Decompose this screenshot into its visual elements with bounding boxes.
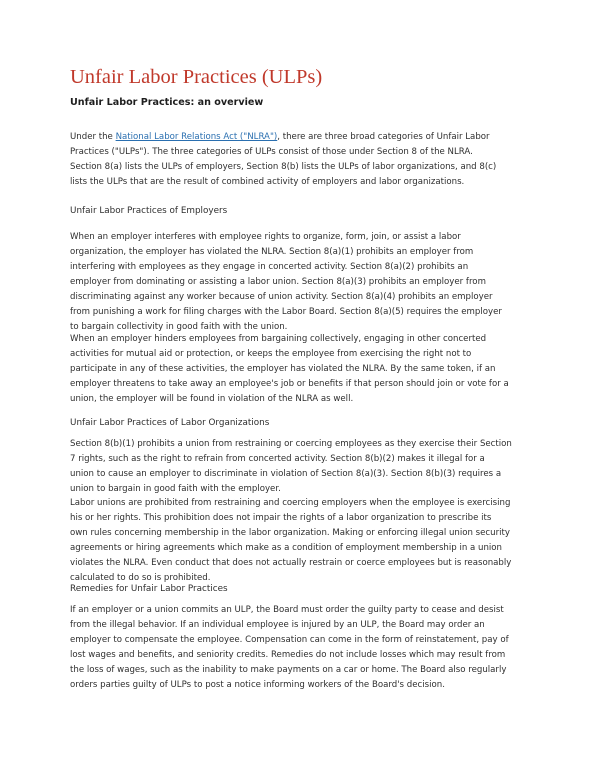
paragraph-line: activities for mutual aid or protection, or keeps the employee from exercising the right not to (70, 349, 472, 359)
nlra-link[interactable]: National Labor Relations Act ("NLRA") (115, 132, 278, 142)
section-heading-remedies: Remedies for Unfair Labor Practices (70, 584, 228, 594)
paragraph-line: the loss of wages, such as the inability to make payments on a car or home. The Board also regularly (70, 665, 507, 675)
paragraph-line: employer from dominating or assisting a labor union. Section 8(a)(3) prohibits an employer from (70, 277, 486, 287)
paragraph-line: participate in any of these activities, the employer has violated the NLRA. By the same token, if an (70, 364, 496, 374)
labor-orgs-paragraph-1 (70, 437, 540, 497)
paragraph-line: agreements or hiring agreements which make as a condition of employment membership in a union (70, 543, 503, 553)
paragraph-line: calculated to do so is prohibited. (70, 573, 211, 583)
paragraph-line: Labor unions are prohibited from restraining and coercing employers when the employee is exercising (70, 498, 511, 508)
intro-text: Under the (70, 132, 116, 142)
paragraph-line: When an employer interferes with employee rights to organize, form, join, or assist a labor (70, 232, 461, 242)
paragraph-line: employer to compensate the employee. Compensation can come in the form of reinstatement, pay of (70, 635, 509, 645)
intro-paragraph (70, 130, 540, 190)
paragraph-line: union to bargain in good faith with the employer. (70, 484, 281, 494)
page-title: Unfair Labor Practices (ULPs) (70, 66, 323, 88)
paragraph-line: organization, the employer has violated the NLRA. Section 8(a)(1) prohibits an employer from (70, 247, 474, 257)
intro-line: Section 8(a) lists the ULPs of employers, Section 8(b) lists the ULPs of labor organizations, and 8(c) (70, 162, 497, 172)
labor-orgs-paragraph-2 (70, 496, 540, 586)
employers-heading-block (70, 204, 540, 219)
paragraph-line: his or her rights. This prohibition does not impair the rights of a labor organization to prescribe its (70, 513, 492, 523)
paragraph-line: interfering with employees as they engage in concerted activity. Section 8(a)(2) prohibits an (70, 262, 469, 272)
paragraph-line: Section 8(b)(1) prohibits a union from restraining or coercing employees as they exercise their Section (70, 439, 512, 449)
paragraph-line: violates the NLRA. Even conduct that does not actually restrain or coerce employees but is reasonably (70, 558, 512, 568)
section-heading-labor-orgs: Unfair Labor Practices of Labor Organizations (70, 418, 270, 428)
paragraph-line: union, the employer will be found in violation of the NLRA as well. (70, 394, 354, 404)
intro-line (70, 130, 540, 145)
paragraph-line: orders parties guilty of ULPs to post a notice informing workers of the Board's decision. (70, 680, 445, 690)
paragraph-line: If an employer or a union commits an ULP, the Board must order the guilty party to cease and desist (70, 605, 504, 615)
intro-line: Practices ("ULPs"). The three categories of ULPs consist of those under Section 8 of the NLRA. (70, 147, 473, 157)
paragraph-line: When an employer hinders employees from bargaining collectively, engaging in other concerted (70, 334, 487, 344)
paragraph-line: union to cause an employer to discriminate in violation of Section 8(a)(3). Section 8(b)(3) requires a (70, 469, 502, 479)
employers-paragraph-1 (70, 230, 540, 335)
paragraph-line: to bargain collectivity in good faith with the union. (70, 322, 288, 332)
paragraph-line: from punishing a work for filing charges with the Labor Board. Section 8(a)(5) requires the employer (70, 307, 502, 317)
remedies-paragraph-1 (70, 603, 540, 693)
section-heading-employers: Unfair Labor Practices of Employers (70, 206, 228, 216)
paragraph-line: 7 rights, such as the right to refrain from concerted activity. Section 8(b)(2) makes it illegal for a (70, 454, 485, 464)
intro-text: , there are three broad categories of Unfair Labor (277, 132, 490, 142)
employers-paragraph-2 (70, 332, 540, 407)
remedies-heading-block (70, 582, 540, 597)
paragraph-line: discriminating against any worker because of union activity. Section 8(a)(4) prohibits an employer (70, 292, 493, 302)
intro-line: lists the ULPs that are the result of combined activity of employers and labor organizations. (70, 177, 465, 187)
paragraph-line: own rules concerning membership in the labor organization. Making or enforcing illegal union security (70, 528, 510, 538)
labor-orgs-heading-block (70, 416, 540, 431)
paragraph-line: employer threatens to take away an employee's job or benefits if that person should join or vote for a (70, 379, 509, 389)
page-subtitle: Unfair Labor Practices: an overview (70, 97, 264, 108)
paragraph-line: lost wages and benefits, and seniority credits. Remedies do not include losses which may result from (70, 650, 506, 660)
paragraph-line: from the illegal behavior. If an individual employee is injured by an ULP, the Board may order an (70, 620, 485, 630)
